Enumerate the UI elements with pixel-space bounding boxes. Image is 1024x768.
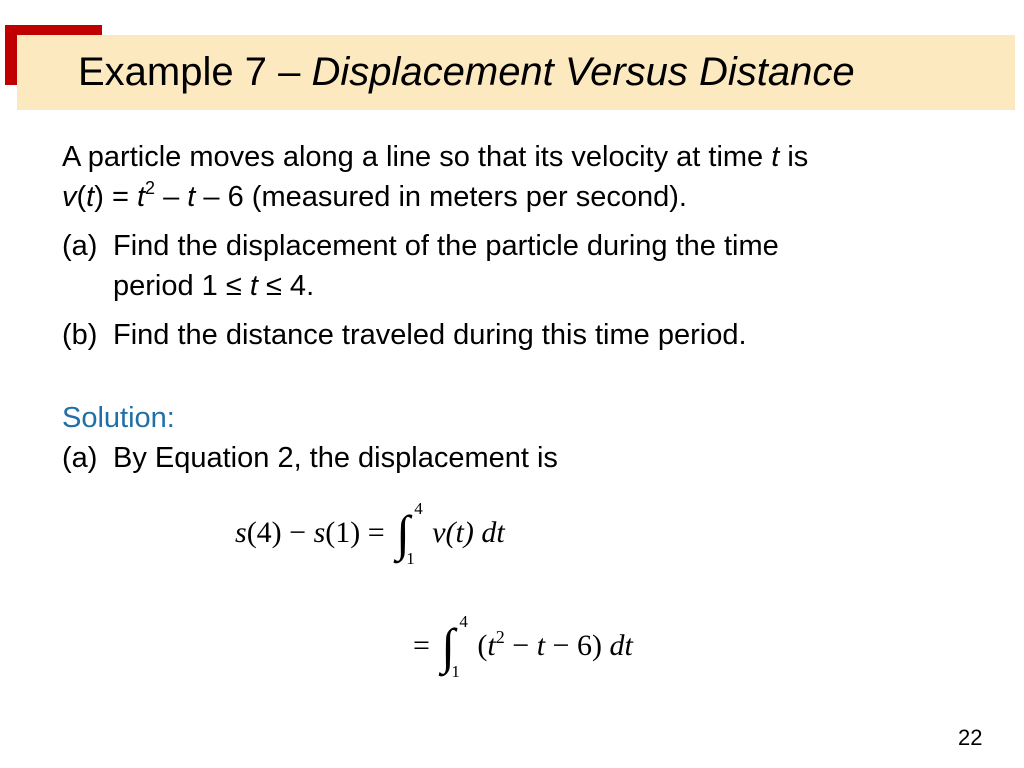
slide-title xyxy=(78,46,855,98)
math-arg: (t) xyxy=(445,516,474,549)
equation-1 xyxy=(235,499,505,568)
title-main: Example 7 – xyxy=(78,50,312,94)
math-t: t xyxy=(536,629,546,662)
item-content: Find the distance traveled during this time period. xyxy=(113,319,747,351)
paren-close: ) xyxy=(94,181,104,213)
var-t: t xyxy=(771,141,780,173)
integral-lower-limit: 1 xyxy=(406,549,415,568)
equation-2 xyxy=(413,612,633,681)
math-s: s xyxy=(313,516,326,549)
math-v: v xyxy=(432,516,446,549)
math-minus: − xyxy=(281,516,314,549)
item-label: (a) xyxy=(62,230,98,262)
math-t: t xyxy=(496,516,505,549)
minus-sign: – xyxy=(155,181,188,213)
var-t: t xyxy=(86,181,95,213)
item-text: ≤ 4. xyxy=(257,270,315,302)
intro-is: is xyxy=(779,141,809,173)
intro-paragraph xyxy=(62,137,962,217)
item-label: (b) xyxy=(62,319,98,351)
math-t: t xyxy=(624,629,633,662)
integral-upper-limit: 4 xyxy=(414,499,423,518)
integral-sign: ∫ xyxy=(396,505,410,561)
integral-symbol xyxy=(437,612,477,681)
var-t: t xyxy=(136,181,146,213)
equals-sign: = xyxy=(103,181,137,213)
var-t: t xyxy=(187,181,196,213)
math-d: d xyxy=(601,629,625,662)
item-text: Find the displacement of the particle during the time xyxy=(113,230,779,262)
math-rest: − 6) xyxy=(545,629,602,662)
paren-open: ( xyxy=(76,181,87,213)
math-exponent: 2 xyxy=(495,627,505,647)
intro-text: A particle moves along a line so that its velocity at time xyxy=(62,141,772,173)
solution-heading: Solution: xyxy=(62,402,175,434)
solution-text: By Equation 2, the displacement is xyxy=(113,442,558,474)
math-arg: (1) xyxy=(325,516,361,549)
integral-sign: ∫ xyxy=(441,618,456,674)
math-s: s xyxy=(235,516,247,549)
item-content xyxy=(113,226,933,306)
math-d: d xyxy=(473,516,497,549)
math-equals: = xyxy=(360,516,393,549)
page-number: 22 xyxy=(958,725,983,750)
math-arg: (4) xyxy=(246,516,282,549)
exponent: 2 xyxy=(145,178,156,198)
item-label: (a) xyxy=(62,442,98,474)
integral-lower-limit: 1 xyxy=(451,662,460,681)
title-subtitle: Displacement Versus Distance xyxy=(311,50,855,94)
var-v: v xyxy=(62,181,77,213)
math-minus: − xyxy=(504,629,537,662)
item-text: period 1 ≤ xyxy=(113,270,250,302)
intro-rest: – 6 (measured in meters per second). xyxy=(195,181,687,213)
integral-upper-limit: 4 xyxy=(459,612,468,631)
math-equals: = xyxy=(413,629,438,662)
math-t: t xyxy=(487,629,496,662)
integral-symbol xyxy=(392,499,432,568)
math-paren: ( xyxy=(477,629,488,662)
var-t: t xyxy=(249,270,258,302)
